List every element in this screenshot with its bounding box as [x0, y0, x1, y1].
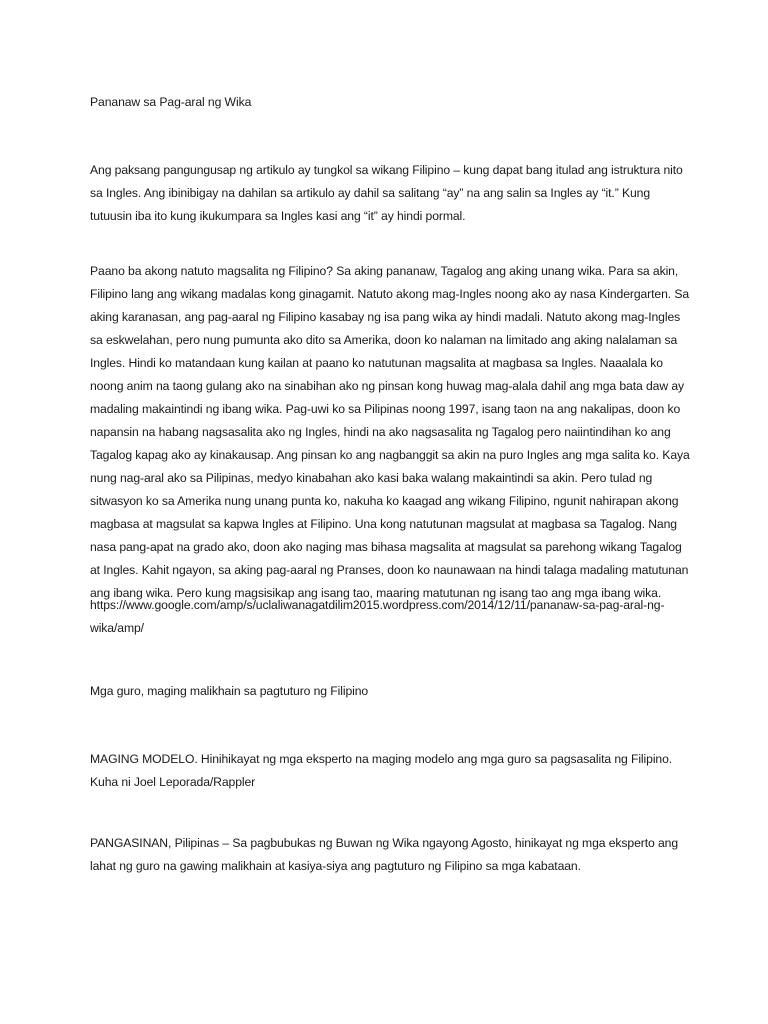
paragraph-article-lead: PANGASINAN, Pilipinas – Sa pagbubukas ng Buwan ng Wika ngayong Agosto, hinikayat ng mga eksperto ang lahat ng guro na gawing malikhain at kasiya-siya ang pagtuturo ng Filipino sa mga kabataan.: [90, 836, 678, 873]
paragraph-experience: Paano ba akong natuto magsalita ng Filipino? Sa aking pananaw, Tagalog ang aking unang wika. Para sa akin, Filipino lang ang wikang madalas kong ginagamit. Natuto akong mag-Ingles noong ako ay nasa Kindergarten. Sa aking karanasan, ang pag-aaral ng Filipino kasabay ng isa pang wika ay hindi madali. Natuto akong mag-Ingles sa eskwelahan, pero nung pumunta ako dito sa Amerika, doon ko nalaman na limitado ang aking nalalaman sa Ingles. Hindi ko matandaan kung kailan at paano ko natutunan magsalita at magbasa sa Ingles. Naaalala ko noong anim na taong gulang ako na sinabihan ako ng pinsan kong huwag mag-alala dahil ang mga bata daw ay madaling makaintindi ng ibang wika. Pag-uwi ko sa Pilipinas noong 1997, isang taon na ang nakalipas, doon ko napansin na habang nagsasalita ako ng Ingles, hindi na ako nagsasalita ng Tagalog pero naiintindihan ko ang Tagalog kapag ako ay kinakausap. Ang pinsan ko ang nagbanggit sa akin na puro Ingles ang mga salita ko. Kaya nung nag-aral ako sa Pilipinas, medyo kinabahan ako kasi baka walang makaintindi sa akin. Pero tulad ng sitwasyon ko sa Amerika nung unang punta ko, nakuha ko kaagad ang wikang Filipino, ngunit nahirapan akong magbasa at magsulat sa kapwa Ingles at Filipino. Una kong natutunan magsulat at magbasa sa Tagalog. Nang nasa pang-apat na grado ako, doon ako naging mas bihasa magsalita at magsulat sa parehong wikang Tagalog at Ingles. Kahit ngayon, sa aking pag-aaral ng Pranses, doon ko naunawaan na hindi talaga madaling matutunan ang ibang wika. Pero kung magsisikap ang isang tao, maaring matutunan ng isang tao ang mga ibang wika.: [90, 264, 690, 600]
paragraph-intro: Ang paksang pangungusap ng artikulo ay tungkol sa wikang Filipino – kung dapat bang itulad ang istruktura nito sa Ingles. Ang ibinibigay na dahilan sa artikulo ay dahil sa salitang “ay” na ang salin sa Ingles ay “it.” Kung tutuusin iba ito kung ikukumpara sa Ingles kasi ang “it” ay hindi pormal.: [90, 163, 683, 223]
article-title: Mga guro, maging malikhain sa pagtuturo ng Filipino: [90, 684, 369, 698]
photo-caption: MAGING MODELO. Hinihikayat ng mga eksperto na maging modelo ang mga guro sa pagsasalita ng Filipino. Kuha ni Joel Leporada/Rappler: [90, 752, 673, 789]
source-url: https://www.google.com/amp/s/uclaliwanagatdilim2015.wordpress.com/2014/12/11/pananaw-sa-pag-aral-ng-wika/amp/: [90, 598, 665, 635]
document-title: Pananaw sa Pag-aral ng Wika: [90, 95, 252, 109]
